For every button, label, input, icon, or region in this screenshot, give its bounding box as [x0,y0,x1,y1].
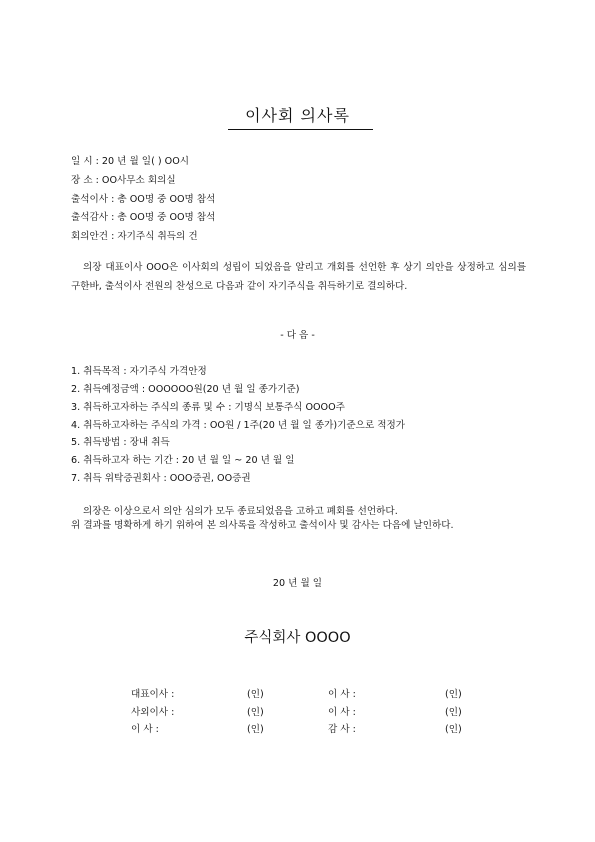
list-item: 3. 취득하고자하는 주식의 종류 및 수 : 기명식 보통주식 OOOO주 [71,402,345,413]
company-name: 주식회사 OOOO [244,630,351,646]
signature-seal: (인) [247,689,264,700]
closing-statement: 의장은 이상으로서 의안 심의가 모두 종료되었음을 고하고 폐회를 선언하다. [83,506,398,517]
signature-seal: (인) [445,707,462,718]
info-datetime: 일 시 : 20 년 월 일( ) OO시 [71,156,190,167]
signature-role: 이 사 : [328,707,356,718]
info-agenda: 회의안건 : 자기주식 취득의 건 [71,231,198,242]
signature-role: 이 사 : [328,689,356,700]
signature-seal: (인) [247,724,264,735]
list-item: 4. 취득하고자하는 주식의 가격 : OO원 / 1주(20 년 월 일 종가)기준으로 적정가 [71,420,406,431]
intro-text: 의장 대표이사 OOO은 이사회의 성립이 되었음을 알리고 개회를 선언한 후 상기 의안을 상정하고 심의를 구한바, 출석이사 전원의 찬성으로 다음과 같이 자기주식을 취득하기로 결의하다. [71,262,526,292]
document-title: 이사회 의사록 [245,106,350,125]
list-item: 6. 취득하고자 하는 기간 : 20 년 월 일 ~ 20 년 월 일 [71,455,295,466]
signature-seal: (인) [445,724,462,735]
list-item: 2. 취득예정금액 : OOOOOO원(20 년 월 일 종가기준) [71,384,300,395]
signature-role: 사외이사 : [131,707,175,718]
signature-seal: (인) [445,689,462,700]
signature-seal: (인) [247,707,264,718]
signature-role: 감 사 : [328,724,356,735]
info-location: 장 소 : OO사무소 회의실 [71,175,176,186]
title-underline [228,129,373,130]
intro-paragraph [71,258,526,296]
info-attending-directors: 출석이사 : 총 OO명 중 OO명 참석 [71,194,216,205]
list-item: 7. 취득 위탁증권회사 : OOO증권, OO증권 [71,473,251,484]
signature-role: 대표이사 : [131,689,175,700]
closing-resolution: 위 결과를 명확하게 하기 위하여 본 의사록을 작성하고 출석이사 및 감사는 다음에 날인하다. [71,520,454,531]
list-item: 1. 취득목적 : 자기주식 가격안정 [71,366,207,377]
document-date: 20 년 월 일 [272,578,323,589]
list-item: 5. 취득방법 : 장내 취득 [71,437,170,448]
signature-role: 이 사 : [131,724,159,735]
info-attending-auditors: 출석감사 : 총 OO명 중 OO명 참석 [71,212,216,223]
separator-heading: - 다 음 - [280,330,315,341]
